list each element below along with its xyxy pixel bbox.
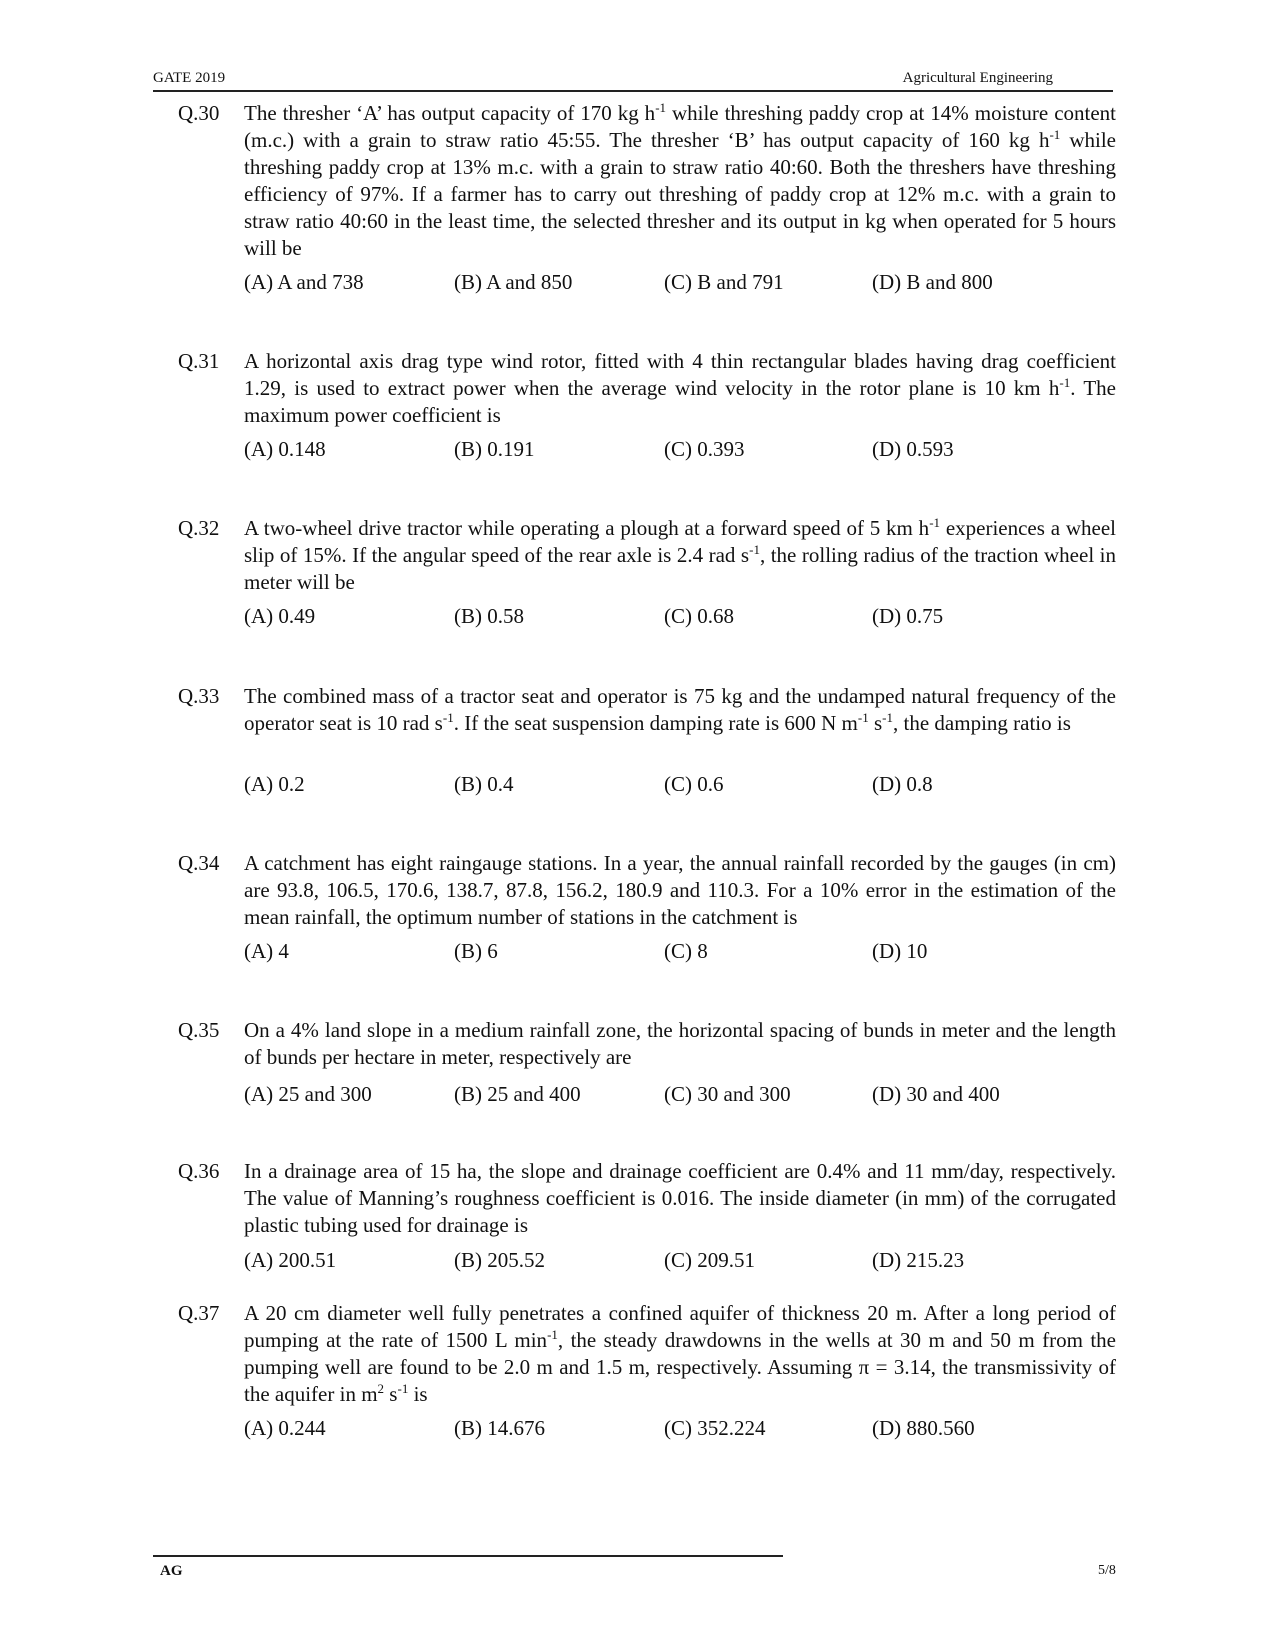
option-a: (A) 200.51 — [244, 1248, 337, 1272]
option-a: (A) 0.244 — [244, 1416, 326, 1440]
options-30 — [244, 270, 1124, 298]
option-c: (C) 352.224 — [664, 1416, 766, 1440]
option-c: (C) 0.6 — [664, 772, 724, 796]
option-a: (A) 4 — [244, 939, 289, 963]
footer-divider — [153, 1555, 783, 1557]
question-number: Q.35 — [178, 1018, 220, 1042]
question-33 — [178, 683, 1116, 765]
option-b: (B) A and 850 — [454, 270, 573, 294]
page-header — [153, 68, 1113, 92]
option-c: (C) 30 and 300 — [664, 1082, 791, 1106]
question-text: A horizontal axis drag type wind rotor, fitted with 4 thin rectangular blades having drag coefficient 1.29, is used to extract power when the average wind velocity in the rotor plane is 10 km $h^{-1}$. The maximum power coefficient is — [244, 349, 1116, 427]
option-a: (A) 25 and 300 — [244, 1082, 372, 1106]
option-d: (D) B and 800 — [872, 270, 993, 294]
question-number: Q.37 — [178, 1301, 220, 1325]
option-d: (D) 10 — [872, 939, 928, 963]
question-36 — [178, 1158, 1116, 1240]
option-d: (D) 0.75 — [872, 604, 944, 628]
question-text: On a 4% land slope in a medium rainfall zone, the horizontal spacing of bunds in meter and the length of bunds per hectare in meter, respectively are — [244, 1018, 1116, 1069]
option-d: (D) 30 and 400 — [872, 1082, 1000, 1106]
question-number: Q.31 — [178, 349, 220, 373]
question-number: Q.34 — [178, 851, 220, 875]
option-c: (C) 209.51 — [664, 1248, 755, 1272]
question-30 — [178, 100, 1117, 260]
exam-title: GATE 2019 — [153, 70, 226, 86]
question-text: A 20 cm diameter well fully penetrates a confined aquifer of thickness 20 m. After a long period of pumping at the rate of 1500 L $\min^{-1}$, the steady drawdowns in the wells at 30 m and 50 m from the pumping well are found to be 2.0 m and 1.5 m, respectively. Assuming π = 3.14, the transmissivity of the aquifer in $m^2$ $s^{-1}$ is — [244, 1301, 1116, 1406]
option-c: (C) 0.68 — [664, 604, 734, 628]
question-31 — [178, 348, 1116, 430]
option-b: (B) 0.4 — [454, 772, 514, 796]
question-37 — [178, 1300, 1116, 1408]
question-text: The thresher ‘A’ has output capacity of 170 kg $h^{-1}$ while threshing paddy crop at 14% moisture content (m.c.) with a grain to straw ratio 45:55. The thresher ‘B’ has output capacity of 160 kg $h^{-1}$ while threshing paddy crop at 13% m.c. with a grain to straw ratio 40:60. Both the threshers have threshing efficiency of 97%. If a farmer has to carry out threshing of paddy crop at 12% m.c. with a grain to straw ratio 40:60 in the least time, the selected thresher and its output in kg when operated for 5 hours will be — [244, 100, 1117, 260]
option-b: (B) 6 — [454, 939, 498, 963]
options-36 — [244, 1248, 1124, 1276]
question-35 — [178, 1017, 1116, 1073]
option-c: (C) 8 — [664, 939, 708, 963]
options-33 — [244, 772, 1124, 800]
option-d: (D) 880.560 — [872, 1416, 975, 1440]
question-text: A two-wheel drive tractor while operating a plough at a forward speed of 5 km $h^{-1}$ experiences a wheel slip of 15%. If the angular speed of the rear axle is 2.4 rad $s^{-1}$, the rolling radius of the traction wheel in meter will be — [244, 515, 1116, 594]
options-34 — [244, 939, 1124, 967]
option-b: (B) 205.52 — [454, 1248, 545, 1272]
subject-title: Agricultural Engineering — [902, 70, 1053, 86]
question-text: The combined mass of a tractor seat and operator is 75 kg and the undamped natural frequency of the operator seat is 10 rad $s^{-1}$. If the seat suspension damping rate is 600 N $m^{-1}$ $s^{-1}$, the damping ratio is — [244, 684, 1116, 735]
question-number: Q.32 — [178, 516, 220, 540]
option-d: (D) 0.593 — [872, 437, 954, 461]
question-number: Q.33 — [178, 684, 220, 708]
option-a: (A) 0.148 — [244, 437, 326, 461]
option-b: (B) 25 and 400 — [454, 1082, 581, 1106]
question-text: A catchment has eight raingauge stations. In a year, the annual rainfall recorded by the gauges (in cm) are 93.8, 106.5, 170.6, 138.7, 87.8, 156.2, 180.9 and 110.3. For a 10% error in the estimation of the mean rainfall, the optimum number of stations in the catchment is — [244, 851, 1116, 929]
question-number: Q.30 — [178, 101, 220, 125]
options-32 — [244, 604, 1124, 632]
paper-code: AG — [160, 1563, 183, 1579]
option-b: (B) 0.58 — [454, 604, 524, 628]
option-a: (A) A and 738 — [244, 270, 364, 294]
option-c: (C) B and 791 — [664, 270, 784, 294]
option-a: (A) 0.49 — [244, 604, 316, 628]
page-number: 5/8 — [1098, 1563, 1116, 1578]
question-32 — [178, 515, 1116, 597]
option-d: (D) 215.23 — [872, 1248, 965, 1272]
option-d: (D) 0.8 — [872, 772, 933, 796]
option-c: (C) 0.393 — [664, 437, 745, 461]
question-text: In a drainage area of 15 ha, the slope and drainage coefficient are 0.4% and 11 mm/day, respectively. The value of Manning’s roughness coefficient is 0.016. The inside diameter (in mm) of the corrugated plastic tubing used for drainage is — [244, 1159, 1116, 1237]
option-b: (B) 14.676 — [454, 1416, 545, 1440]
question-34 — [178, 850, 1116, 932]
option-b: (B) 0.191 — [454, 437, 535, 461]
option-a: (A) 0.2 — [244, 772, 305, 796]
options-37 — [244, 1416, 1124, 1444]
options-31 — [244, 437, 1124, 465]
options-35 — [244, 1082, 1124, 1110]
question-number: Q.36 — [178, 1159, 220, 1183]
